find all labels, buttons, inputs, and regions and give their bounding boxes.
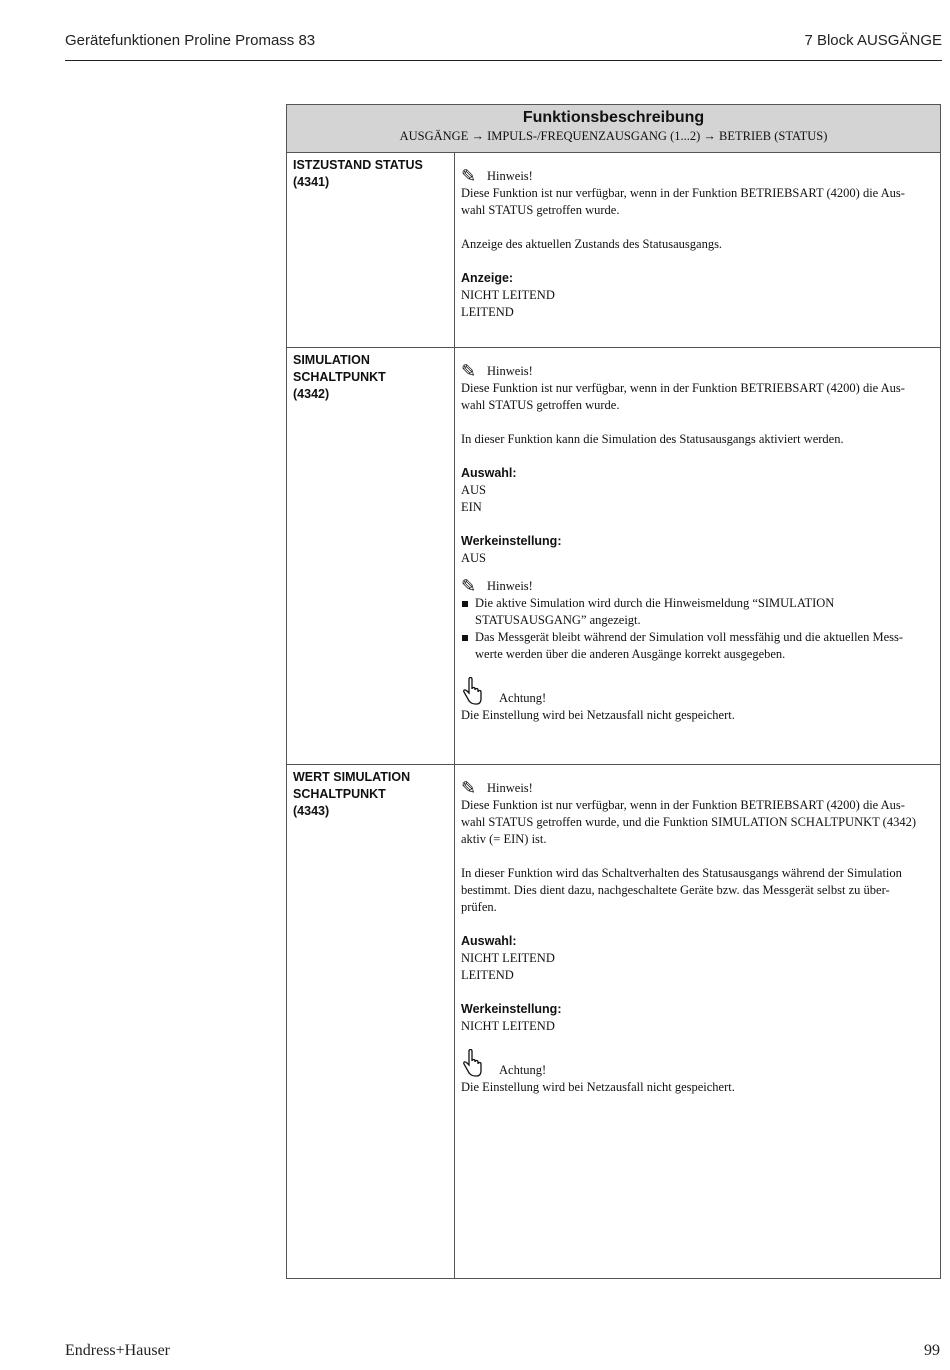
header-rule [65, 60, 942, 61]
option-label: Auswahl: [461, 466, 517, 480]
function-description-table [286, 104, 941, 1279]
pencil-note-icon: ✎ [461, 166, 477, 186]
default-label: Werkeinstellung: [461, 1002, 562, 1016]
default-label: Werkeinstellung: [461, 534, 562, 548]
note-heading: ✎ Hinweis! [461, 166, 533, 186]
pointing-hand-caution-icon [461, 677, 499, 707]
function-description: ✎ Hinweis! Diese Funktion ist nur verfügbar, wenn in der Funktion BETRIEBSART (4200) die Aus- wahl STATUS getroffen wurde, und die Funktion SIMULATION SCHALTPUNKT (4342) aktiv (= EIN) ist. In dieser Funktion wird das Schaltverhalten des Statusausgangs während der Simulation bestimmt. Dies dient dazu, nachgeschaltete Geräte bzw. das Messgerät selbst zu über- prüfen. Auswahl: NICHT LEITEND LEITEND Werkeinstellung: NICHT LEITEND Achtung! Die Einstellung wird bei Netzausfall nicht gespeichert. [455, 765, 940, 1278]
pencil-note-icon: ✎ [461, 778, 477, 798]
option-value: LEITEND [461, 305, 514, 319]
running-header-right: 7 Block AUSGÄNGE [804, 32, 942, 49]
option-value: NICHT LEITEND [461, 288, 555, 302]
option-value: EIN [461, 500, 482, 514]
note-heading: ✎ Hinweis! [461, 361, 533, 381]
table-row [287, 765, 940, 1278]
menu-path: AUSGÄNGE → IMPULS-/FREQUENZAUSGANG (1...2) → BETRIEB (STATUS) [399, 129, 828, 143]
pencil-note-icon: ✎ [461, 361, 477, 381]
note-heading: ✎ Hinweis! [461, 778, 533, 798]
bullet-list [461, 595, 934, 663]
default-value: AUS [461, 551, 487, 565]
table-title: Funktionsbeschreibung [522, 109, 705, 126]
caution-heading: Achtung! [461, 677, 934, 707]
function-name: ISTZUSTAND STATUS (4341) [287, 153, 455, 347]
function-description: ✎ Hinweis! Diese Funktion ist nur verfügbar, wenn in der Funktion BETRIEBSART (4200) die Aus- wahl STATUS getroffen wurde. In dieser Funktion kann die Simulation des Statusausgangs aktiviert werden. Auswahl: AUS EIN Werkeinstellung: AUS ✎ Hinweis! Die aktive Simulation wird durch die Hinweismeldung “SIMULATION STATUSAUSGANG” angezeigt. Das Messgerät bleibt während der Simulation voll messfähig und die aktuellen Mess- werte werden über die anderen Ausgänge korrekt ausgegeben. Achtung! Die Einstellung wird bei Netzausfall nicht gespeichert. [455, 348, 940, 764]
option-label: Anzeige: [461, 271, 514, 285]
pointing-hand-caution-icon [461, 1049, 499, 1079]
note-heading: ✎ Hinweis! [461, 576, 533, 596]
brand-footer: Endress+Hauser [65, 1342, 170, 1359]
option-value: NICHT LEITEND [461, 951, 555, 965]
table-row [287, 348, 940, 765]
option-value: LEITEND [461, 968, 514, 982]
table-row [287, 153, 940, 348]
running-header-left: Gerätefunktionen Proline Promass 83 [65, 32, 316, 49]
function-name: SIMULATION SCHALTPUNKT (4342) [287, 348, 455, 764]
function-name: WERT SIMULATION SCHALTPUNKT (4343) [287, 765, 455, 1278]
option-value: AUS [461, 483, 487, 497]
pencil-note-icon: ✎ [461, 576, 477, 596]
list-item: Die aktive Simulation wird durch die Hinweismeldung “SIMULATION STATUSAUSGANG” angezeigt. [461, 595, 934, 629]
table-header [287, 105, 940, 153]
default-value: NICHT LEITEND [461, 1019, 555, 1033]
page-number: 99 [924, 1342, 940, 1359]
function-description: ✎ Hinweis! Diese Funktion ist nur verfügbar, wenn in der Funktion BETRIEBSART (4200) die Aus- wahl STATUS getroffen wurde. Anzeige des aktuellen Zustands des Statusausgangs. Anzeige: NICHT LEITEND LEITEND [455, 153, 940, 347]
caution-heading: Achtung! [461, 1049, 934, 1079]
list-item: Das Messgerät bleibt während der Simulation voll messfähig und die aktuellen Mess- werte werden über die anderen Ausgänge korrekt ausgegeben. [461, 629, 934, 663]
option-label: Auswahl: [461, 934, 517, 948]
